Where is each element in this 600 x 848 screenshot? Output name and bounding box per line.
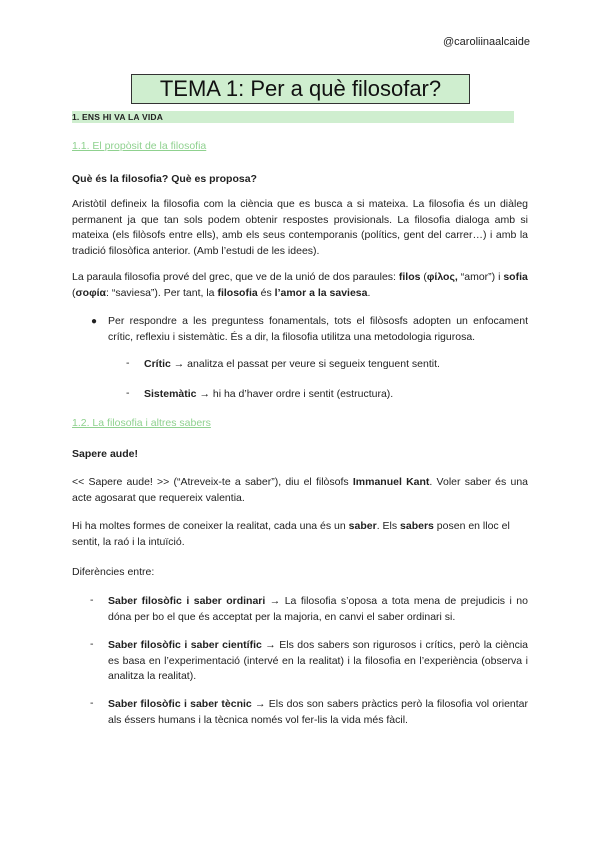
- paragraph-aristotle: Aristòtil defineix la filosofia com la ciència que es busca a si mateixa. La filosofia és un diàleg permanent ja que tan sols podem obtenir respostes provisionals. La filosofia dialoga amb si mateixa (els filòsofs entre ells), amb els seus contemporanis (polítics, gent del carrer…) i amb la tradició filosòfica anterior. (Amb l’estudi de les idees).: [72, 198, 528, 257]
- page-title: TEMA 1: Per a què filosofar?: [131, 74, 470, 104]
- dash-marker: -: [90, 697, 94, 709]
- bullet-item-methodology: Per respondre a les preguntess fonamentals, tots el filòsosfs adopten un enfocament crític, reflexiu i sistemàtic. És a dir, la filosofia utilitza una metodologia rigurosa.: [108, 315, 528, 343]
- differences-label: Diferències entre:: [72, 566, 155, 578]
- difference-item: Saber filosòfic i saber tècnic → Els dos son sabers pràctics però la filosofia vol orientar als éssers humans i la tècnica només vol fer-lis la vida més fàcil.: [108, 698, 529, 726]
- section-heading: 1. ENS HI VA LA VIDA: [72, 111, 514, 123]
- sub-item-sistematic: Sistemàtic → hi ha d’haver ordre i sentit (estructura).: [144, 388, 394, 400]
- paragraph-etymology: La paraula filosofia prové del grec, que ve de la unió de dos paraules: filos (φίλος, “amor”) i sofia (σοφία: “saviesa”). Per tant, la filosofia és l’amor a la saviesa.: [72, 271, 528, 299]
- dash-marker: -: [126, 387, 130, 399]
- paragraph-kant: << Sapere aude! >> (“Atreveix-te a saber”), diu el filòsofs Immanuel Kant. Voler saber és una acte agosarat que requereix valentia.: [72, 476, 528, 504]
- dash-marker: -: [90, 638, 94, 650]
- question-heading-2: Sapere aude!: [72, 448, 138, 460]
- dash-marker: -: [126, 357, 130, 369]
- subsection-heading-1: 1.1. El propòsit de la filosofia: [72, 140, 207, 152]
- sub-item-critic: Crític → analitza el passat per veure si segueix tenguent sentit.: [144, 358, 440, 370]
- question-heading-1: Què és la filosofia? Què es proposa?: [72, 173, 257, 185]
- dash-marker: -: [90, 594, 94, 606]
- subsection-heading-2: 1.2. La filosofia i altres sabers: [72, 417, 211, 429]
- bullet-marker: ●: [91, 316, 98, 327]
- difference-item: Saber filosòfic i saber científic → Els dos sabers son rigurosos i crítics, però la ciència es basa en l’experimentació (intervé en la realitat) i la filosofia en l’experiència (observa i analitza la realitat).: [108, 639, 528, 682]
- difference-item: Saber filosòfic i saber ordinari → La filosofia s’oposa a tota mena de prejudicis i no dóna per bo el que és acceptat per la majoria, en canvi el saber ordinari si.: [108, 595, 528, 623]
- author-handle: @caroliinaalcaide: [443, 36, 530, 48]
- paragraph-sabers: Hi ha moltes formes de coneixer la realitat, cada una és un saber. Els sabers posen en lloc el sentit, la raó i la intuïció.: [72, 520, 510, 548]
